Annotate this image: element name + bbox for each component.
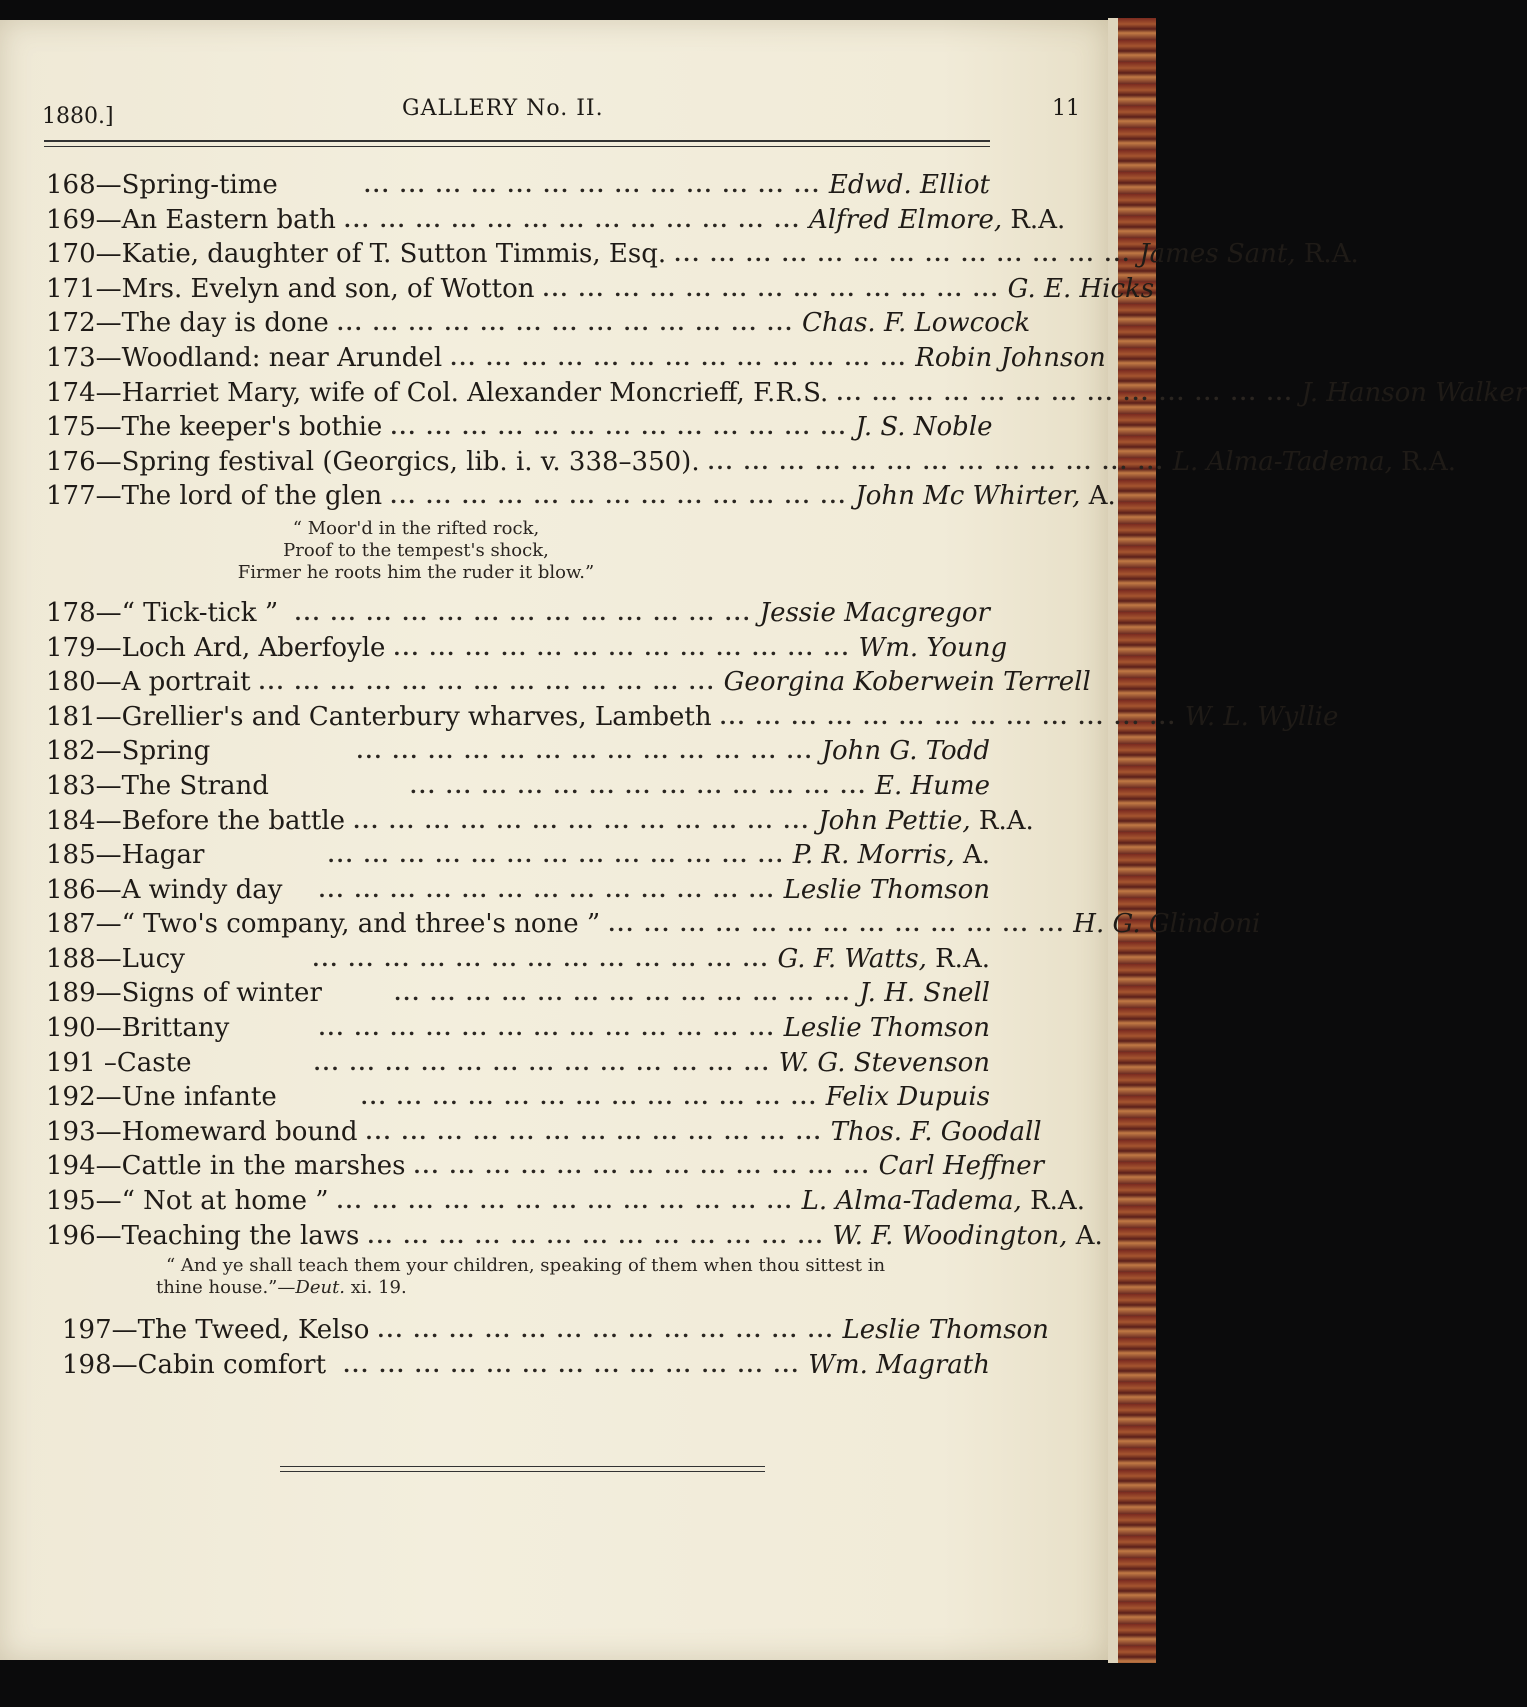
artist-name: Wm. Magrath — [808, 1349, 990, 1380]
catalogue-entry — [46, 734, 990, 769]
artist-name: W. F. Woodington, — [832, 1220, 1068, 1251]
catalogue-entry — [46, 1219, 1103, 1254]
entry-artist — [843, 1313, 1049, 1348]
leader-dots: ... ... ... ... ... ... ... ... ... ... ... ... ... — [313, 1050, 771, 1075]
entry-title: 180—A portrait — [46, 667, 251, 698]
entry-title: 181—Grellier's and Canterbury wharves, Lambeth — [46, 701, 712, 732]
entry-artist — [1139, 237, 1359, 272]
catalogue-entry — [46, 1011, 990, 1046]
entry-title: 183—The Strand — [46, 770, 269, 801]
entry-title: 187—“ Two's company, and three's none ” — [46, 909, 601, 940]
verse-line: Firmer he roots him the ruder it blow.” — [237, 561, 595, 583]
entry-artist — [915, 341, 1106, 376]
entry-artist — [802, 306, 1030, 341]
artist-name: Chas. F. Lowcock — [801, 308, 1031, 339]
entry-artist — [802, 1184, 1085, 1219]
entry-title: 176—Spring festival (Georgics, lib. i. v. 338–350). — [46, 446, 700, 477]
catalogue-entry — [46, 1080, 990, 1115]
entry-group — [62, 1313, 1049, 1382]
catalogue-list — [46, 168, 1527, 1382]
leader-dots: ... ... ... ... ... ... ... ... ... ... ... ... ... — [542, 276, 1000, 301]
leader-dots: ... ... ... ... ... ... ... ... ... ... ... ... ... — [343, 1352, 801, 1377]
leader-dots: ... ... ... ... ... ... ... ... ... ... ... ... ... — [450, 345, 908, 370]
entry-title: 191 –Caste — [46, 1047, 192, 1078]
catalogue-entry — [46, 376, 1527, 411]
entry-artist — [859, 976, 990, 1011]
entry-group — [46, 596, 1339, 1253]
footer-rule — [280, 1466, 765, 1472]
entry-title: 170—Katie, daughter of T. Sutton Timmis, Esq. — [46, 239, 667, 270]
artist-name: L. Alma-Tadema, — [1172, 446, 1393, 477]
artist-name: John Pettie, — [818, 805, 971, 836]
leader-dots: ... ... ... ... ... ... ... ... ... ... ... ... ... — [393, 635, 851, 660]
entry-artist — [777, 942, 990, 977]
artist-name: L. Alma-Tadema, — [801, 1186, 1022, 1217]
entry-title: 198—Cabin comfort — [62, 1349, 327, 1380]
entry-artist — [855, 479, 1115, 514]
catalogue-entry — [46, 272, 1155, 307]
scripture-quote — [156, 1255, 916, 1299]
artist-honour: R.A. — [1002, 204, 1066, 235]
entry-title: 184—Before the battle — [46, 805, 346, 836]
catalogue-entry — [46, 1149, 1045, 1184]
artist-name: J. H. Snell — [859, 978, 990, 1009]
catalogue-entry — [46, 631, 1008, 666]
entry-artist — [855, 410, 992, 445]
catalogue-entry — [62, 1313, 1049, 1348]
entry-artist — [832, 1219, 1102, 1254]
entry-title: 194—Cattle in the marshes — [46, 1151, 406, 1182]
entry-title: 169—An Eastern bath — [46, 204, 336, 235]
entry-artist — [1185, 700, 1339, 735]
entry-title: 195—“ Not at home ” — [46, 1186, 329, 1217]
entry-title: 179—Loch Ard, Aberfoyle — [46, 632, 386, 663]
catalogue-entry — [62, 1348, 990, 1383]
catalogue-entry — [46, 237, 1359, 272]
artist-name: Felix Dupuis — [825, 1082, 990, 1113]
entry-title: 192—Une infante — [46, 1082, 277, 1113]
entry-group — [46, 168, 1527, 514]
catalogue-entry — [46, 1184, 1085, 1219]
leader-dots: ... ... ... ... ... ... ... ... ... ... ... ... ... — [707, 449, 1165, 474]
leader-dots: ... ... ... ... ... ... ... ... ... ... ... ... ... — [367, 1223, 825, 1248]
leader-dots: ... ... ... ... ... ... ... ... ... ... ... ... ... — [363, 173, 821, 197]
entry-artist — [784, 1011, 990, 1046]
artist-name: James Sant, — [1139, 239, 1296, 270]
entry-artist — [724, 665, 1091, 700]
catalogue-entry — [46, 873, 990, 908]
artist-honour: A. — [954, 840, 990, 871]
catalogue-entry — [46, 804, 1034, 839]
artist-honour: R.A. — [1021, 1186, 1085, 1217]
catalogue-entry — [46, 1115, 1042, 1150]
catalogue-entry — [46, 700, 1339, 735]
entry-artist — [859, 631, 1008, 666]
leader-dots: ... ... ... ... ... ... ... ... ... ... ... ... ... — [390, 484, 848, 509]
header-year: 1880.] — [42, 104, 114, 129]
catalogue-entry — [46, 942, 990, 977]
quote-reference-tail: xi. 19. — [345, 1277, 407, 1299]
catalogue-entry — [46, 976, 990, 1011]
artist-name: H. G. Glindoni — [1073, 909, 1261, 940]
entry-artist — [808, 1348, 990, 1383]
artist-name: Leslie Thomson — [783, 1013, 990, 1044]
entry-artist — [793, 838, 990, 873]
entry-title: 168—Spring-time — [46, 170, 278, 200]
entry-title: 196—Teaching the laws — [46, 1220, 360, 1251]
leader-dots: ... ... ... ... ... ... ... ... ... ... ... ... ... — [394, 981, 852, 1006]
entry-title: 190—Brittany — [46, 1013, 230, 1044]
catalogue-entry — [46, 479, 1116, 514]
header-rule — [44, 140, 990, 147]
catalogue-entry — [46, 1046, 990, 1081]
leader-dots: ... ... ... ... ... ... ... ... ... ... ... ... ... — [377, 1318, 835, 1343]
catalogue-entry — [46, 838, 990, 873]
leader-dots: ... ... ... ... ... ... ... ... ... ... ... ... ... — [674, 242, 1132, 267]
running-header — [42, 96, 1100, 136]
verse-line: “ Moor'd in the rifted rock, — [292, 517, 540, 539]
entry-artist — [831, 1115, 1042, 1150]
leader-dots: ... ... ... ... ... ... ... ... ... ... ... ... ... — [327, 843, 785, 868]
catalogue-entry — [46, 341, 1106, 376]
entry-artist — [818, 804, 1034, 839]
artist-name: P. R. Morris, — [792, 840, 955, 871]
artist-name: E. Hume — [875, 770, 990, 801]
catalogue-entry — [46, 168, 990, 203]
catalogue-entry — [46, 907, 1261, 942]
artist-honour: R.A. — [1392, 446, 1457, 477]
entry-artist — [822, 734, 990, 769]
leader-dots: ... ... ... ... ... ... ... ... ... ... ... ... ... — [312, 946, 770, 971]
leader-dots: ... ... ... ... ... ... ... ... ... ... ... ... ... — [356, 739, 814, 764]
artist-honour: R.A. — [1295, 239, 1359, 270]
artist-name: Thos. F. Goodall — [830, 1116, 1042, 1147]
leader-dots: ... ... ... ... ... ... ... ... ... ... ... ... ... — [318, 877, 776, 902]
entry-title: 197—The Tweed, Kelso — [62, 1315, 370, 1346]
artist-name: Alfred Elmore, — [808, 204, 1003, 235]
leader-dots: ... ... ... ... ... ... ... ... ... ... ... ... ... — [343, 207, 801, 232]
artist-honour: A. — [1080, 481, 1116, 512]
entry-title: 177—The lord of the glen — [46, 481, 383, 512]
quote-reference: Deut. — [295, 1277, 346, 1299]
entry-title: 174—Harriet Mary, wife of Col. Alexander Moncrieff, F.R.S. — [46, 377, 829, 408]
catalogue-entry — [46, 769, 990, 804]
entry-title: 188—Lucy — [46, 943, 185, 974]
artist-honour: R.A. — [926, 943, 990, 974]
verse-line: Proof to the tempest's shock, — [283, 539, 549, 561]
entry-artist — [826, 1080, 990, 1115]
leader-dots: ... ... ... ... ... ... ... ... ... ... ... ... ... — [390, 415, 848, 440]
leader-dots: ... ... ... ... ... ... ... ... ... ... ... ... ... — [360, 1085, 818, 1110]
artist-name: Carl Heffner — [878, 1151, 1045, 1182]
entry-artist — [1173, 445, 1456, 480]
entry-artist — [1301, 376, 1527, 411]
leader-dots: ... ... ... ... ... ... ... ... ... ... ... ... ... — [365, 1119, 823, 1144]
entry-title: 173—Woodland: near Arundel — [46, 342, 443, 373]
leader-dots: ... ... ... ... ... ... ... ... ... ... ... ... ... — [413, 1154, 871, 1179]
artist-name: Robin Johnson — [915, 342, 1106, 373]
artist-name: Leslie Thomson — [783, 874, 990, 905]
artist-name: J. S. Noble — [855, 412, 993, 443]
leader-dots: ... ... ... ... ... ... ... ... ... ... ... ... ... — [318, 1016, 776, 1041]
leader-dots: ... ... ... ... ... ... ... ... ... ... ... ... ... — [836, 380, 1294, 405]
artist-name: G. F. Watts, — [777, 943, 927, 974]
artist-name: W. L. Wyllie — [1184, 701, 1339, 732]
header-title: GALLERY No. II. — [402, 96, 604, 121]
entry-artist — [875, 769, 990, 804]
page-number: 11 — [1052, 96, 1080, 121]
leader-dots: ... ... ... ... ... ... ... ... ... ... ... ... ... — [336, 1189, 794, 1214]
entry-artist — [779, 1046, 990, 1081]
entry-artist — [1008, 272, 1155, 307]
leader-dots: ... ... ... ... ... ... ... ... ... ... ... ... ... — [336, 311, 794, 336]
catalogue-entry — [46, 203, 1066, 238]
entry-artist — [879, 1149, 1044, 1184]
leader-dots: ... ... ... ... ... ... ... ... ... ... ... ... ... — [608, 912, 1066, 937]
entry-artist — [809, 203, 1065, 238]
catalogue-entry — [46, 445, 1457, 480]
entry-title: 185—Hagar — [46, 840, 205, 871]
artist-name: G. E. Hicks — [1007, 273, 1155, 304]
leader-dots: ... ... ... ... ... ... ... ... ... ... ... ... ... — [409, 773, 868, 798]
entry-title: 193—Homeward bound — [46, 1116, 358, 1147]
artist-name: Edwd. Elliot — [828, 170, 990, 200]
leader-dots: ... ... ... ... ... ... ... ... ... ... ... ... ... — [719, 704, 1177, 729]
artist-honour: R.A. — [970, 805, 1034, 836]
catalogue-entry — [46, 410, 993, 445]
entry-title: 189—Signs of winter — [46, 978, 322, 1009]
entry-title: 186—A windy day — [46, 874, 283, 905]
entry-title: 172—The day is done — [46, 308, 329, 339]
entry-artist — [1073, 907, 1260, 942]
entry-artist — [829, 168, 990, 203]
entry-title: 178—“ Tick-tick ” — [46, 597, 279, 628]
catalogue-entry — [46, 596, 990, 631]
artist-name: Jessie Macgregor — [759, 597, 990, 628]
artist-name: John G. Todd — [821, 736, 990, 767]
artist-name: Wm. Young — [858, 632, 1008, 663]
catalogue-entry — [46, 665, 1091, 700]
artist-name: J. Hanson Walker — [1301, 377, 1527, 408]
entry-title: 182—Spring — [46, 736, 211, 767]
leader-dots: ... ... ... ... ... ... ... ... ... ... ... ... ... — [353, 808, 811, 833]
entry-artist — [784, 873, 990, 908]
leader-dots: ... ... ... ... ... ... ... ... ... ... ... ... ... — [258, 670, 716, 695]
entry-title: 175—The keeper's bothie — [46, 412, 383, 443]
artist-name: Georgina Koberwein Terrell — [723, 667, 1091, 698]
quote-text: “ And ye shall teach them your children, speaking of them when thou sittest in thine house.”— — [156, 1255, 886, 1299]
artist-name: W. G. Stevenson — [778, 1047, 990, 1078]
artist-name: Leslie Thomson — [842, 1315, 1049, 1346]
entry-artist — [760, 596, 990, 631]
artist-honour: A. — [1067, 1220, 1103, 1251]
artist-name: John Mc Whirter, — [855, 481, 1081, 512]
leader-dots: ... ... ... ... ... ... ... ... ... ... ... ... ... — [294, 600, 752, 625]
catalogue-entry — [46, 306, 1031, 341]
entry-title: 171—Mrs. Evelyn and son, of Wotton — [46, 273, 535, 304]
verse-quote — [106, 518, 726, 584]
